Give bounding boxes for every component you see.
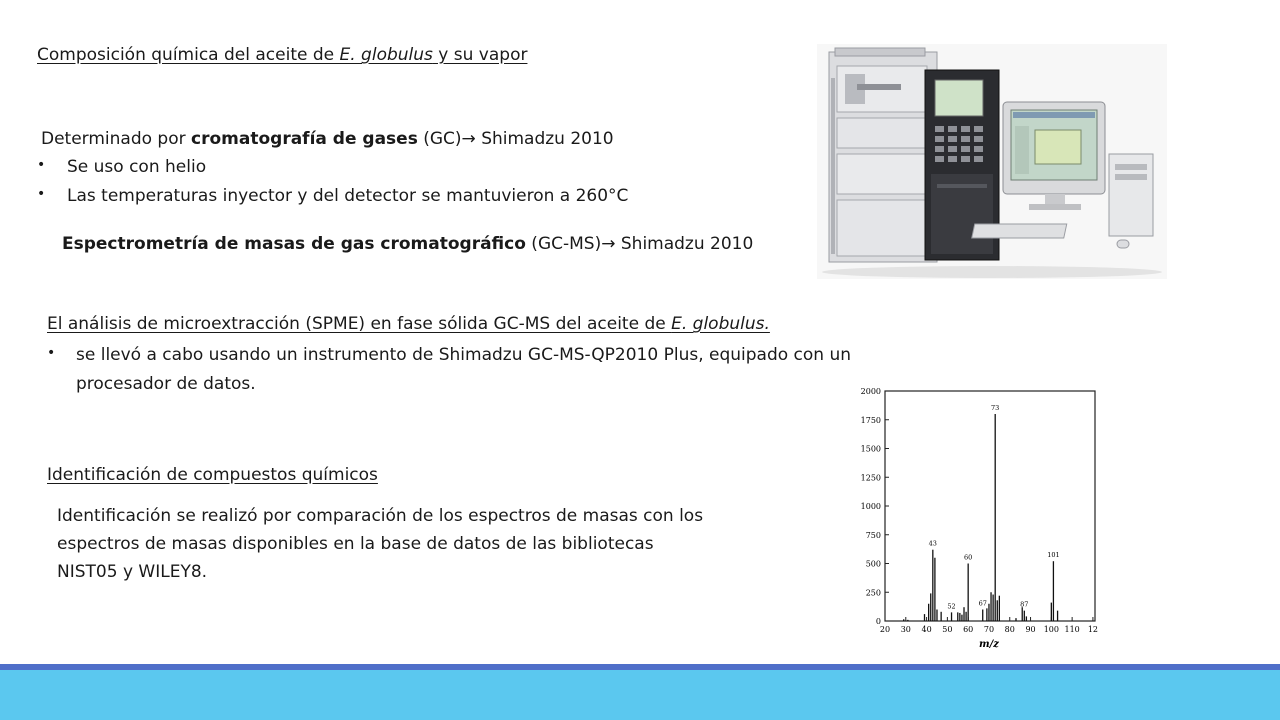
y-tick-label: 1250 (860, 473, 881, 483)
x-tick-label: 70 (983, 625, 995, 634)
y-tick-label: 250 (865, 588, 881, 598)
y-tick-label: 2000 (860, 387, 881, 396)
x-tick-label: 30 (900, 625, 911, 634)
peak-label: 52 (947, 602, 956, 611)
y-tick-label: 0 (875, 617, 881, 626)
identification-line2: espectros de masas disponibles en la base de datos de las bibliotecas (57, 534, 654, 554)
peak-label: 60 (964, 553, 973, 562)
y-tick-label: 1750 (860, 415, 881, 425)
gc-bullet-2: Las temperaturas inyector y del detector se mantuvieron a 260°C (67, 186, 629, 206)
y-tick-label: 1000 (860, 502, 881, 511)
spme-bullet-line2: procesador de datos. (76, 374, 256, 394)
x-tick-label: 90 (1025, 625, 1036, 634)
chart-frame (885, 391, 1095, 621)
spme-heading-pre: El análisis de microextracción (SPME) en fase sólida GC-MS del aceite de (47, 314, 672, 334)
arrow-icon: → (601, 234, 616, 254)
identification-line3: NIST05 y WILEY8. (57, 562, 208, 582)
peak-label: 43 (928, 539, 937, 548)
gc-bullet-1: Se uso con helio (67, 157, 207, 177)
y-tick-label: 500 (865, 559, 881, 569)
x-tick-label: 110 (1064, 625, 1080, 634)
y-tick-label: 1500 (860, 444, 881, 454)
gc-instrument: Shimadzu 2010 (475, 129, 614, 149)
mass-spectrum-chart (845, 381, 1105, 656)
peak-label: 73 (991, 404, 1000, 412)
identification-line1: Identificación se realizó por comparación de los espectros de masas con los (57, 506, 704, 526)
x-axis-label: m/z (979, 639, 999, 650)
spme-bullet-line1: se llevó a cabo usando un instrumento de Shimadzu GC-MS-QP2010 Plus, equipado con un (76, 345, 852, 365)
peak-label: 87 (1020, 600, 1029, 609)
gc-post: (GC) (417, 129, 462, 149)
gcms-post: (GC-MS) (525, 234, 602, 254)
title-suffix: y su vapor (432, 45, 528, 65)
x-tick-label: 60 (963, 625, 974, 634)
bullet-dot: • (37, 157, 46, 173)
x-tick-label: 20 (879, 625, 891, 634)
plot-border (885, 391, 1095, 621)
gc-instrument-photo (817, 44, 1167, 279)
title-italic-species: E. globulus (339, 45, 433, 65)
gcms-instrument: Shimadzu 2010 (615, 234, 754, 254)
identification-heading: Identificación de compuestos químicos (47, 465, 378, 485)
title-prefix: Composición química del aceite de (37, 45, 340, 65)
peak-label: 101 (1047, 551, 1060, 560)
gcms-line (62, 233, 753, 255)
x-tick-label: 50 (942, 625, 953, 634)
y-tick-label: 750 (865, 530, 881, 540)
keyboard (972, 224, 1067, 238)
peak-label: 67 (978, 599, 987, 608)
gc-bold: cromatografía de gases (191, 129, 418, 149)
gc-pre: Determinado por (41, 129, 192, 149)
x-tick-label: 100 (1043, 625, 1059, 634)
x-tick-label: 12 (1087, 625, 1099, 634)
mouse (1117, 240, 1129, 248)
spme-heading (47, 313, 770, 335)
bullet-dot: • (37, 186, 46, 202)
computer-tower (1109, 154, 1153, 236)
bullet-dot: • (47, 345, 56, 361)
gcms-bold: Espectrometría de masas de gas cromatográfico (62, 234, 526, 254)
gc-stack (829, 48, 937, 262)
arrow-icon: → (461, 129, 476, 149)
spme-heading-italic: E. globulus. (671, 314, 770, 334)
monitor (1003, 102, 1105, 210)
slide-title (37, 44, 527, 66)
bottom-accent-bar (0, 670, 1280, 720)
gc-line (41, 128, 614, 150)
x-tick-label: 80 (1004, 625, 1015, 634)
x-tick-label: 40 (921, 625, 932, 634)
